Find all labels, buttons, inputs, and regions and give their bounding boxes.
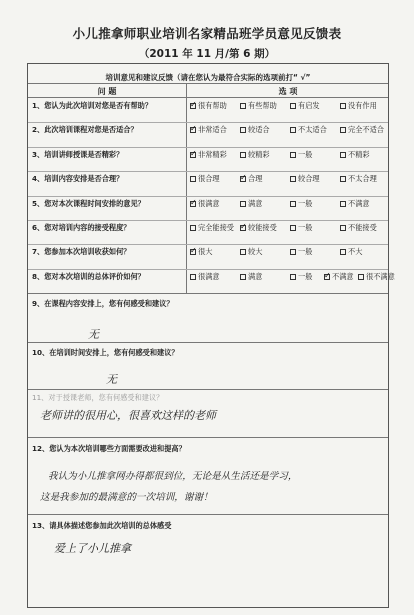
option-label: 不大: [348, 247, 363, 257]
checkbox-icon[interactable]: [240, 274, 246, 280]
handwritten-answer-9: 无: [88, 328, 99, 341]
option[interactable]: [240, 199, 262, 209]
checked-box-icon[interactable]: [190, 249, 196, 255]
option[interactable]: [190, 150, 227, 160]
checkbox-icon[interactable]: [240, 249, 246, 255]
option-label: 较能接受: [248, 223, 277, 232]
checked-box-icon[interactable]: [190, 127, 196, 133]
option[interactable]: [190, 199, 220, 209]
checkbox-icon[interactable]: [290, 103, 296, 109]
question-label: 8、您对本次培训的总体评价如何？: [32, 271, 145, 281]
question-row-6: [28, 220, 388, 236]
option-label: 很满意: [198, 271, 220, 281]
option-label: 很大: [198, 247, 213, 257]
checked-box-icon[interactable]: [324, 274, 330, 280]
open-question-13: 13、请具体描述您参加此次培训的总体感受: [32, 521, 172, 530]
checkbox-icon[interactable]: [240, 103, 246, 109]
option-label: 较合理: [298, 174, 320, 184]
question-label: 6、您对培训内容的接受程度？: [32, 223, 131, 232]
checked-box-icon[interactable]: [240, 225, 246, 231]
open-question-10: 10、在培训时间安排上，您有何感受和建议？: [32, 348, 179, 357]
handwritten-answer-12-line1: 我认为小儿推拿网办得都很到位，无论是从生活还是学习，: [48, 471, 298, 482]
option[interactable]: [290, 247, 312, 257]
question-row-7: [28, 244, 388, 260]
option-label: 非常适合: [198, 125, 227, 135]
option-label: 很有帮助: [198, 101, 227, 110]
column-header-question: 问 题: [97, 87, 117, 96]
handwritten-answer-12-line2: 这是我参加的最满意的一次培训，谢谢！: [40, 492, 213, 503]
option-label: 有启发: [298, 101, 320, 110]
question-label: 4、培训内容安排是否合理？: [32, 174, 124, 184]
option-label: 非常精彩: [198, 149, 227, 159]
checkbox-icon[interactable]: [240, 201, 246, 207]
column-divider: [186, 83, 187, 293]
question-label: 5、您对本次课程时间安排的意见？: [32, 198, 145, 208]
option-label: 完全能接受: [198, 223, 234, 232]
question-label: 3、培训讲师授课是否精彩？: [32, 149, 124, 159]
checkbox-icon[interactable]: [340, 152, 346, 158]
question-row-8: [28, 269, 395, 285]
checkbox-icon[interactable]: [290, 176, 296, 182]
column-header-options: 选 项: [278, 87, 298, 96]
option[interactable]: [290, 223, 312, 233]
checkbox-icon[interactable]: [290, 201, 296, 207]
open-question-9: 9、在课程内容安排上，您有何感受和建议？: [32, 299, 174, 308]
option-label: 较大: [248, 247, 263, 257]
form-title: 小儿推拿师职业培训名家精品班学员意见反馈表: [72, 26, 342, 41]
option-label: 合理: [248, 174, 263, 184]
option[interactable]: [190, 247, 212, 257]
option[interactable]: [190, 101, 227, 111]
option[interactable]: [290, 150, 312, 160]
option[interactable]: [190, 174, 220, 184]
option[interactable]: [240, 272, 262, 282]
option[interactable]: [240, 223, 277, 233]
checkbox-icon[interactable]: [240, 152, 246, 158]
divider: [28, 437, 388, 438]
option[interactable]: [340, 125, 384, 135]
checkbox-icon[interactable]: [190, 225, 196, 231]
option[interactable]: [290, 174, 320, 184]
checkbox-icon[interactable]: [290, 152, 296, 158]
question-row-3: [28, 147, 388, 163]
option[interactable]: [190, 125, 227, 135]
option-label: 很合理: [198, 174, 220, 184]
option-label: 不满意: [348, 198, 370, 208]
divider: [28, 389, 388, 390]
option[interactable]: [358, 272, 395, 282]
option[interactable]: [290, 272, 312, 282]
open-question-12: 12、您认为本次培训哪些方面需要改进和提高？: [32, 444, 186, 453]
form-subtitle: （2011 年 11 月/第 6 期）: [138, 48, 276, 60]
question-label: 1、您认为此次培训对您是否有帮助？: [32, 101, 153, 110]
option[interactable]: [340, 199, 370, 209]
option-label: 不太适合: [298, 125, 327, 135]
option[interactable]: [290, 125, 327, 135]
option-label: 有些帮助: [248, 101, 277, 110]
option-label: 不精彩: [348, 149, 370, 159]
checked-box-icon[interactable]: [190, 201, 196, 207]
option-label: 一般: [298, 271, 313, 281]
handwritten-answer-11: 老师讲的很用心，很喜欢这样的老师: [40, 409, 216, 422]
option[interactable]: [340, 174, 377, 184]
checkbox-icon[interactable]: [190, 176, 196, 182]
checkbox-icon[interactable]: [340, 249, 346, 255]
question-row-1: [28, 98, 388, 114]
option-label: 较精彩: [248, 149, 270, 159]
option-label: 不满意: [332, 271, 354, 281]
option[interactable]: [190, 272, 220, 282]
open-question-11: 11、对于授课老师，您有何感受和建议？: [32, 393, 164, 402]
option-label: 一般: [298, 149, 313, 159]
divider: [28, 514, 388, 515]
option[interactable]: [324, 272, 354, 282]
option[interactable]: [290, 101, 320, 111]
checkbox-icon[interactable]: [340, 127, 346, 133]
checked-box-icon[interactable]: [190, 103, 196, 109]
option-label: 一般: [298, 198, 313, 208]
checkbox-icon[interactable]: [340, 225, 346, 231]
checked-box-icon[interactable]: [190, 152, 196, 158]
question-row-5: [28, 196, 388, 212]
divider: [28, 83, 388, 84]
option[interactable]: [340, 223, 377, 233]
table-header: 培训意见和建议反馈（请在您认为最符合实际的选项前打“ √”: [105, 73, 311, 82]
checkbox-icon[interactable]: [340, 103, 346, 109]
option[interactable]: [240, 125, 270, 135]
option[interactable]: [240, 247, 262, 257]
option-label: 完全不适合: [348, 125, 384, 135]
option[interactable]: [240, 150, 270, 160]
option-label: 一般: [298, 247, 313, 257]
checkbox-icon[interactable]: [290, 249, 296, 255]
checkbox-icon[interactable]: [340, 176, 346, 182]
option-label: 不太合理: [348, 174, 377, 184]
checkbox-icon[interactable]: [190, 274, 196, 280]
question-label: 2、此次培训课程对您是否适合？: [32, 125, 138, 135]
option-label: 没有作用: [348, 101, 377, 110]
checkbox-icon[interactable]: [240, 127, 246, 133]
question-row-4: [28, 171, 388, 187]
feedback-table: [27, 63, 395, 608]
checked-box-icon[interactable]: [240, 176, 246, 182]
option[interactable]: [290, 199, 312, 209]
checkbox-icon[interactable]: [290, 225, 296, 231]
question-label: 7、您参加本次培训收获如何？: [32, 247, 131, 257]
option[interactable]: [340, 101, 377, 111]
option-label: 满意: [248, 198, 263, 208]
option[interactable]: [240, 101, 277, 111]
option[interactable]: [240, 174, 262, 184]
option[interactable]: [340, 150, 370, 160]
checkbox-icon[interactable]: [358, 274, 364, 280]
checkbox-icon[interactable]: [290, 274, 296, 280]
option-label: 一般: [298, 223, 313, 232]
option[interactable]: [340, 247, 362, 257]
option-label: 很不满意: [366, 271, 395, 281]
option-label: 很满意: [198, 198, 220, 208]
handwritten-answer-10: 无: [106, 373, 117, 386]
option-label: 不能接受: [348, 223, 377, 232]
option[interactable]: [190, 223, 234, 233]
question-row-2: [28, 122, 388, 138]
divider: [28, 342, 388, 343]
option-label: 较适合: [248, 125, 270, 135]
handwritten-answer-13: 爱上了小儿推拿: [54, 542, 131, 555]
divider: [28, 293, 388, 294]
checkbox-icon[interactable]: [290, 127, 296, 133]
checkbox-icon[interactable]: [340, 201, 346, 207]
option-label: 满意: [248, 271, 263, 281]
